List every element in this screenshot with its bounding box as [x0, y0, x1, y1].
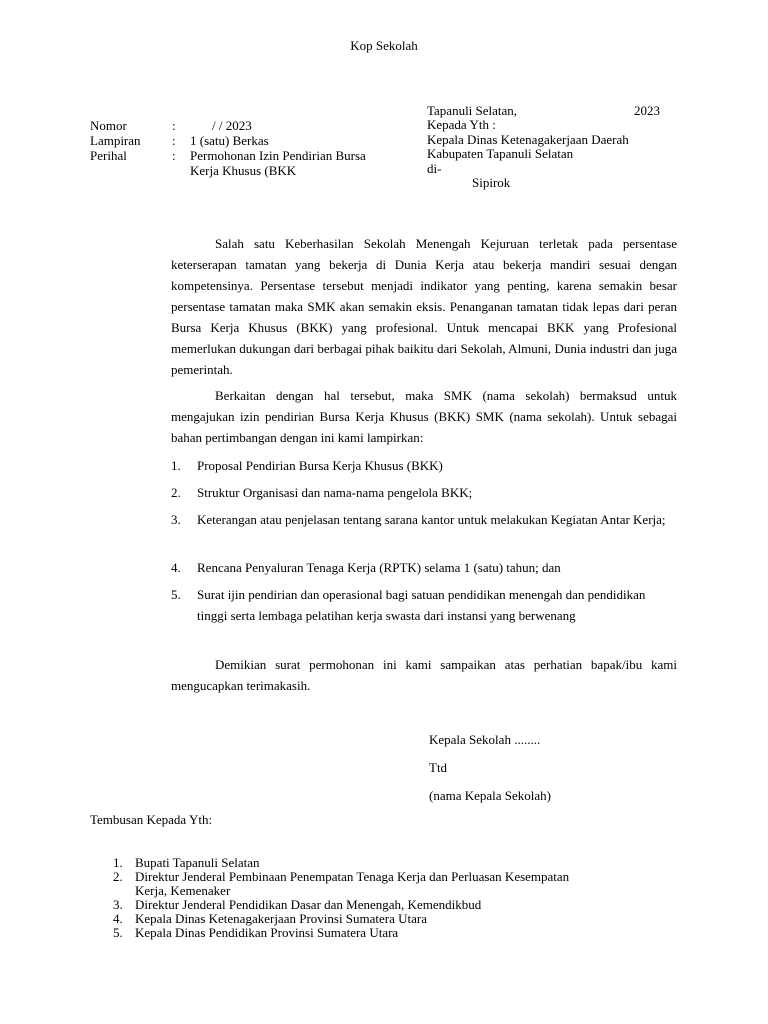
- cc-text-continued: Kerja, Kemenaker: [135, 883, 231, 898]
- nomor-row: [0, 118, 400, 133]
- nomor-value: / / 2023: [212, 118, 252, 133]
- cc-num: 2.: [113, 869, 123, 884]
- body-paragraph-2: Berkaitan dengan hal tersebut, maka SMK (nama sekolah) bermaksud untuk mengajukan izin pendirian Bursa Kerja Khusus (BKK) SMK (nama sekolah). Untuk sebagai bahan pertimbangan dengan ini kami lampirkan:: [171, 388, 677, 445]
- cc-num: 5.: [113, 925, 123, 940]
- signature-title: Kepala Sekolah ........: [429, 732, 541, 747]
- cc-num: 4.: [113, 911, 123, 926]
- perihal-row: [0, 148, 420, 178]
- lampiran-label: Lampiran: [90, 133, 141, 148]
- cc-title: Tembusan Kepada Yth:: [90, 812, 213, 827]
- recipient-to: Kepada Yth :: [427, 117, 496, 132]
- attachment-text: Surat ijin pendirian dan operasional bagi satuan pendidikan menengah dan pendidikan tinggi serta lembaga pelatihan kerja swasta dari instansi yang berwenang: [197, 587, 646, 623]
- recipient-city: Sipirok: [472, 175, 511, 190]
- attachment-text: Keterangan atau penjelasan tentang sarana kantor untuk melakukan Kegiatan Antar Kerja;: [197, 512, 666, 527]
- attachment-text: Struktur Organisasi dan nama-nama pengelola BKK;: [197, 485, 473, 500]
- body-paragraph-1: Salah satu Keberhasilan Sekolah Menengah Kejuruan terletak pada persentase keterserapan tamatan yang bekerja di Dunia Kerja atau bekerja mandiri sesuai dengan kompetensinya. Persentase tersebut menjadi indikator yang penting, karena semakin besar persentase tamatan maka SMK akan semakin eksis. Penanganan tamatan tidak lepas dari peran Bursa Kerja Khusus (BKK) yang profesional. Untuk mencapai BKK yang Profesional memerlukan dukungan dari berbagai pihak baikitu dari Sekolah, Almuni, Dunia industri dan juga pemerintah.: [171, 236, 677, 377]
- signature-ttd: Ttd: [429, 760, 448, 775]
- letter-year: 2023: [634, 103, 660, 118]
- nomor-colon: :: [172, 118, 176, 133]
- cc-num: 1.: [113, 855, 123, 870]
- attachment-text: Proposal Pendirian Bursa Kerja Khusus (BKK): [197, 458, 443, 473]
- cc-text: Bupati Tapanuli Selatan: [135, 855, 260, 870]
- cc-text: Direktur Jenderal Pembinaan Penempatan Tenaga Kerja dan Perluasan Kesempatan: [135, 869, 570, 884]
- cc-num: 3.: [113, 897, 123, 912]
- perihal-value-line2: Kerja Khusus (BKK: [190, 163, 297, 178]
- cc-text: Kepala Dinas Pendidikan Provinsi Sumatera Utara: [135, 925, 399, 940]
- perihal-value-line1: Permohonan Izin Pendirian Bursa: [190, 148, 366, 163]
- closing-paragraph: Demikian surat permohonan ini kami sampaikan atas perhatian bapak/ibu kami mengucapkan terimakasih.: [171, 657, 677, 693]
- lampiran-row: [0, 133, 400, 148]
- attachment-num: 3.: [171, 512, 181, 527]
- attachment-num: 1.: [171, 458, 181, 473]
- recipient-line1: Kepala Dinas Ketenagakerjaan Daerah: [427, 132, 629, 147]
- perihal-colon: :: [172, 148, 176, 163]
- nomor-label: Nomor: [90, 118, 127, 133]
- attachment-num: 2.: [171, 485, 181, 500]
- attachment-num: 4.: [171, 560, 181, 575]
- lampiran-value: 1 (satu) Berkas: [190, 133, 269, 148]
- attachment-num: 5.: [171, 587, 181, 602]
- cc-text: Kepala Dinas Ketenagakerjaan Provinsi Sumatera Utara: [135, 911, 428, 926]
- letterhead-title: Kop Sekolah: [350, 38, 418, 53]
- place-date: Tapanuli Selatan,: [427, 103, 518, 118]
- attachment-text: Rencana Penyaluran Tenaga Kerja (RPTK) selama 1 (satu) tahun; dan: [197, 560, 561, 575]
- signature-name: (nama Kepala Sekolah): [429, 788, 552, 803]
- perihal-label: Perihal: [90, 148, 127, 163]
- lampiran-colon: :: [172, 133, 176, 148]
- recipient-line2: Kabupaten Tapanuli Selatan: [427, 146, 574, 161]
- cc-text: Direktur Jenderal Pendidikan Dasar dan Menengah, Kemendikbud: [135, 897, 482, 912]
- recipient-di: di-: [427, 161, 442, 176]
